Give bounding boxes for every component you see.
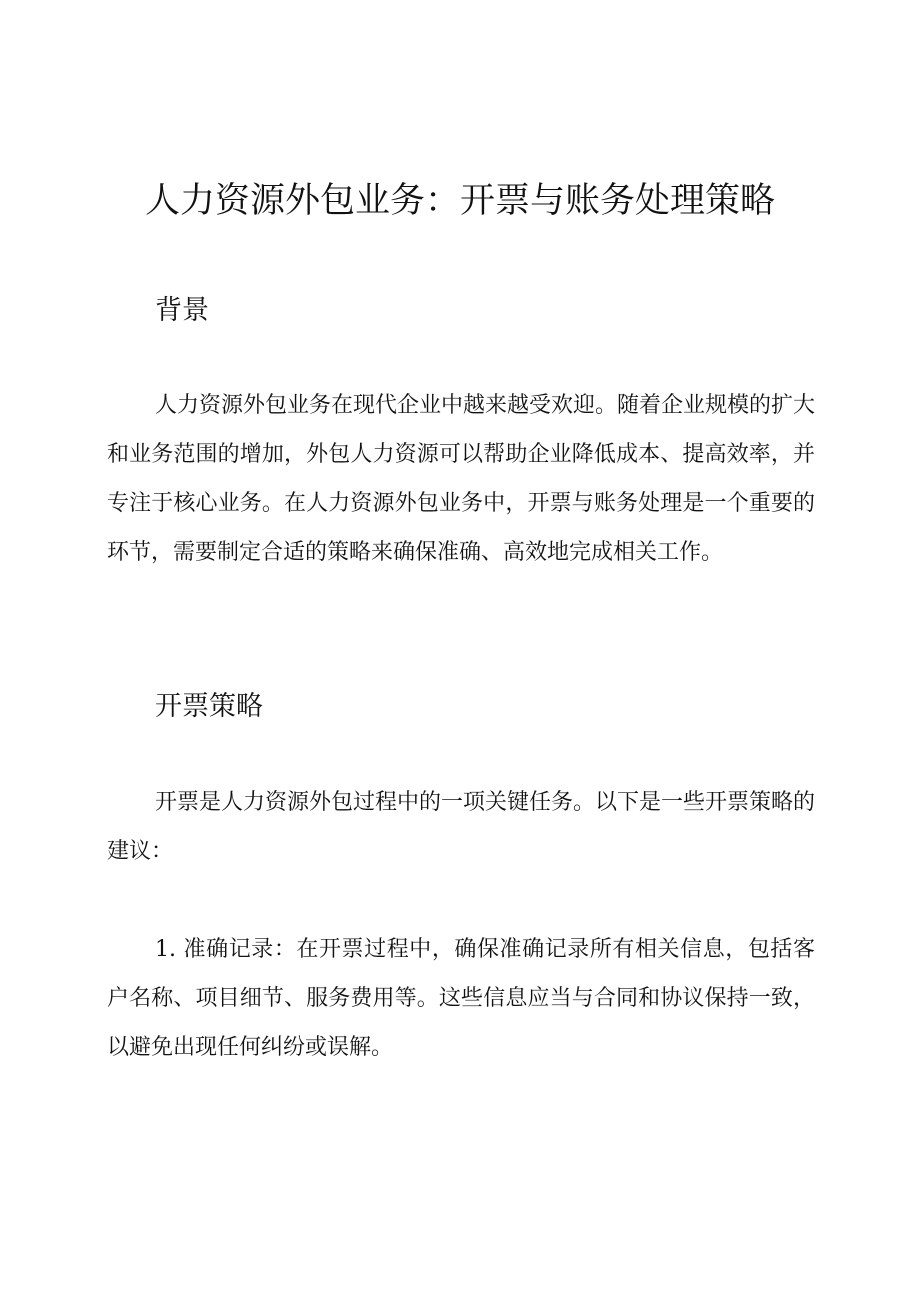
invoicing-item-1-paragraph: 1. 准确记录：在开票过程中，确保准确记录所有相关信息，包括客户名称、项目细节、服务费用等。这些信息应当与合同和协议保持一致，以避免出现任何纠纷或误解。 (107, 937, 815, 1060)
document-title: 人力资源外包业务：开票与账务处理策略 (144, 181, 775, 221)
section-heading-invoicing-strategy: 开票策略 (155, 691, 263, 722)
invoicing-intro-paragraph: 开票是人力资源外包过程中的一项关键任务。以下是一些开票策略的建议： (107, 790, 816, 864)
background-paragraph: 人力资源外包业务在现代企业中越来越受欢迎。随着企业规模的扩大和业务范围的增加，外包人力资源可以帮助企业降低成本、提高效率，并专注于核心业务。在人力资源外包业务中，开票与账务处理是一个重要的环节，需要制定合适的策略来确保准确、高效地完成相关工作。 (107, 393, 816, 565)
section-heading-background: 背景 (155, 295, 209, 326)
